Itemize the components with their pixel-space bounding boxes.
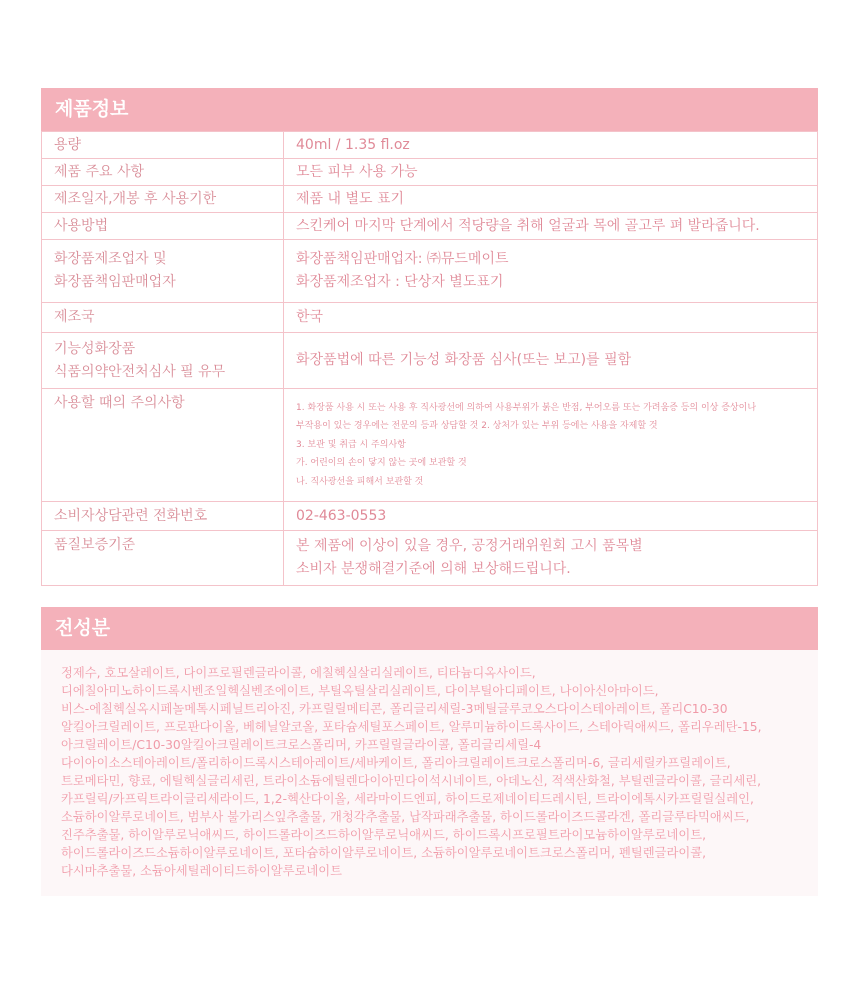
ingredient-line: 트로메타민, 향료, 에틸헥실글리세린, 트라이소듐에틸렌다이아민다이석시네이트, 아데노신, 적색산화철, 부틸렌글라이콜, 글리세린, <box>61 774 762 788</box>
quality-key: 품질보증기준 <box>42 531 284 586</box>
row-value: 스킨케어 마지막 단계에서 적당량을 취해 얼굴과 목에 골고루 펴 발라줍니다. <box>284 213 818 240</box>
table-row <box>42 240 818 303</box>
table-row <box>42 389 818 502</box>
ingredient-line: 다이아이소스테아레이트/폴리하이드록시스테아레이트/세바케이트, 폴리아크릴레이트크로스폴리머-6, 글리세릴카프릴레이트, <box>61 756 731 770</box>
table-row <box>42 132 818 159</box>
quality-value-line2: 소비자 분쟁해결기준에 의해 보상해드립니다. <box>296 561 571 577</box>
caution-line: 1. 화장품 사용 시 또는 사용 후 직사광선에 의하여 사용부위가 붉은 반점, 부어오름 또는 가려움증 등의 이상 증상이나 <box>296 402 757 413</box>
product-info-table <box>41 131 818 586</box>
manufacturer-value-line2: 화장품제조업자 : 단상자 별도표기 <box>296 274 504 290</box>
product-info-header: 제품정보 <box>41 88 818 131</box>
manufacturer-key <box>42 240 284 303</box>
row-value: 모든 피부 사용 가능 <box>284 159 818 186</box>
caution-line: 나. 직사광선을 피해서 보관할 것 <box>296 476 424 487</box>
row-key: 사용방법 <box>42 213 284 240</box>
caution-line: 3. 보관 및 취급 시 주의사항 <box>296 439 406 450</box>
ingredient-line: 아크릴레이트/C10-30알킬아크릴레이트크로스폴리머, 카프릴릴글라이콜, 폴리글리세릴-4 <box>61 738 542 752</box>
caution-value <box>284 389 818 502</box>
caution-key: 사용할 때의 주의사항 <box>42 389 284 502</box>
ingredient-line: 진주추출물, 하이알루로닉애씨드, 하이드롤라이즈드하이알루로닉애씨드, 하이드록시프로필트라이모늄하이알루로네이트, <box>61 828 707 842</box>
manufacturer-key-line1: 화장품제조업자 및 <box>54 251 167 267</box>
phone-value: 02-463-0553 <box>284 502 818 531</box>
table-row <box>42 303 818 333</box>
table-row <box>42 333 818 389</box>
ingredient-line: 카프릴릭/카프릭트라이글리세라이드, 1,2-헥산다이올, 세라마이드엔피, 하이드로제네이티드레시틴, 트라이에톡시카프릴릴실레인, <box>61 792 754 806</box>
table-row <box>42 531 818 586</box>
ingredient-line: 디에칠아미노하이드록시벤조일헥실벤조에이트, 부틸옥틸살리실레이트, 다이부틸아디페이트, 나이아신아마이드, <box>61 684 659 698</box>
country-value: 한국 <box>284 303 818 333</box>
table-row <box>42 186 818 213</box>
quality-value <box>284 531 818 586</box>
ingredients-header: 전성분 <box>41 607 818 650</box>
ingredient-line: 알킬아크릴레이트, 프로판다이올, 베헤닐알코올, 포타슘세틸포스페이트, 알루미늄하이드록사이드, 스테아릭애씨드, 폴리우레탄-15, <box>61 720 762 734</box>
table-row <box>42 213 818 240</box>
ingredient-line: 정제수, 호모살레이트, 다이프로필렌글라이콜, 에칠헥실살리실레이트, 티타늄디옥사이드, <box>61 666 536 680</box>
functional-key <box>42 333 284 389</box>
ingredient-line: 소듐하이알루로네이트, 범부사 불가리스잎추출물, 개청각추출물, 납작파래추출물, 하이드롤라이즈드콜라겐, 폴리글루타믹애씨드, <box>61 810 750 824</box>
quality-value-line1: 본 제품에 이상이 있을 경우, 공정거래위원회 고시 품목별 <box>296 538 643 554</box>
row-key: 용량 <box>42 132 284 159</box>
table-row <box>42 159 818 186</box>
functional-value: 화장품법에 따른 기능성 화장품 심사(또는 보고)를 필함 <box>284 333 818 389</box>
functional-key-line1: 기능성화장품 <box>54 340 136 357</box>
manufacturer-value-line1: 화장품책임판매업자: ㈜뮤드메이트 <box>296 251 509 267</box>
caution-line: 가. 어린이의 손이 닿지 않는 곳에 보관할 것 <box>296 458 467 469</box>
caution-line: 부작용이 있는 경우에는 전문의 등과 상담할 것 2. 상처가 있는 부위 등에는 사용을 자제할 것 <box>296 421 658 432</box>
ingredient-line: 하이드롤라이즈드소듐하이알루로네이트, 포타슘하이알루로네이트, 소듐하이알루로네이트크로스폴리머, 펜틸렌글라이콜, <box>61 846 707 860</box>
manufacturer-key-line2: 화장품책임판매업자 <box>54 274 176 290</box>
manufacturer-value <box>284 240 818 303</box>
row-key: 제품 주요 사항 <box>42 159 284 186</box>
phone-key: 소비자상담관련 전화번호 <box>42 502 284 531</box>
ingredient-line: 비스-에칠헥실옥시페놀메톡시페닐트리아진, 카프릴릴메티콘, 폴리글리세릴-3메틸글루코오스다이스테아레이트, 폴리C10-30 <box>61 702 728 716</box>
row-key: 제조일자,개봉 후 사용기한 <box>42 186 284 213</box>
ingredient-line: 다시마추출물, 소듐아세틸레이티드하이알루로네이트 <box>61 864 343 878</box>
row-value: 제품 내 별도 표기 <box>284 186 818 213</box>
row-value: 40ml / 1.35 fl.oz <box>284 132 818 159</box>
table-row <box>42 502 818 531</box>
country-key: 제조국 <box>42 303 284 333</box>
functional-key-line2: 식품의약안전처심사 필 유무 <box>54 363 226 380</box>
ingredients-list <box>41 650 818 896</box>
